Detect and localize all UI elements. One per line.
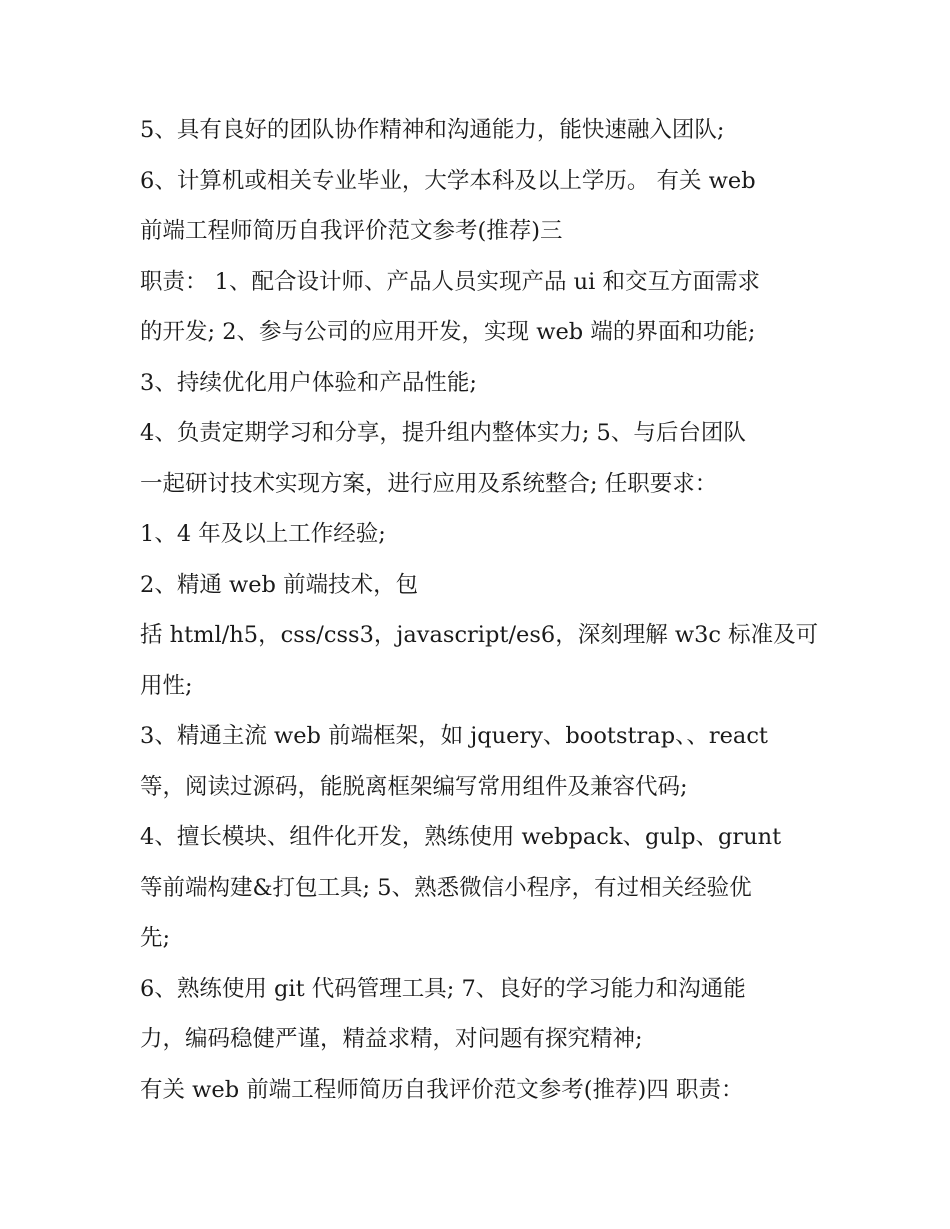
- text-line: 等，阅读过源码，能脱离框架编写常用组件及兼容代码;: [140, 773, 688, 800]
- text-line: 括 html/h5，css/css3，javascript/es6，深刻理解 w3c 标准及可: [140, 622, 819, 648]
- text-line: 前端工程师简历自我评价范文参考(推荐)三: [140, 218, 563, 244]
- text-line: 一起研讨技术实现方案，进行应用及系统整合; 任职要求：: [140, 470, 718, 497]
- document-body: [140, 105, 820, 1115]
- text-line: 的开发; 2、参与公司的应用开发，实现 web 端的界面和功能;: [140, 319, 756, 345]
- text-line: 6、计算机或相关专业毕业，大学本科及以上学历。 有关 web: [140, 167, 756, 194]
- text-line: 用性;: [140, 672, 193, 699]
- text-line: 职责： 1、配合设计师、产品人员实现产品 ui 和交互方面需求: [140, 268, 760, 295]
- text-line: 3、持续优化用户体验和产品性能;: [140, 369, 477, 396]
- text-line: 3、精通主流 web 前端框架，如 jquery、bootstrap、、react: [140, 723, 768, 749]
- text-line: 6、熟练使用 git 代码管理工具; 7、良好的学习能力和沟通能: [140, 975, 746, 1002]
- text-line: 4、负责定期学习和分享，提升组内整体实力; 5、与后台团队: [140, 420, 746, 446]
- text-line: 4、擅长模块、组件化开发，熟练使用 webpack、gulp、grunt: [140, 824, 782, 850]
- text-line: 1、4 年及以上工作经验;: [140, 521, 386, 547]
- text-line: 5、具有良好的团队协作精神和沟通能力，能快速融入团队;: [140, 117, 725, 143]
- text-line: 等前端构建&打包工具; 5、熟悉微信小程序，有过相关经验优: [140, 874, 752, 901]
- text-line: 先;: [140, 925, 171, 951]
- text-line: 力，编码稳健严谨，精益求精，对问题有探究精神;: [140, 1026, 643, 1052]
- text-line: 2、精通 web 前端技术，包: [140, 571, 419, 598]
- text-line: 有关 web 前端工程师简历自我评价范文参考(推荐)四 职责：: [140, 1076, 744, 1103]
